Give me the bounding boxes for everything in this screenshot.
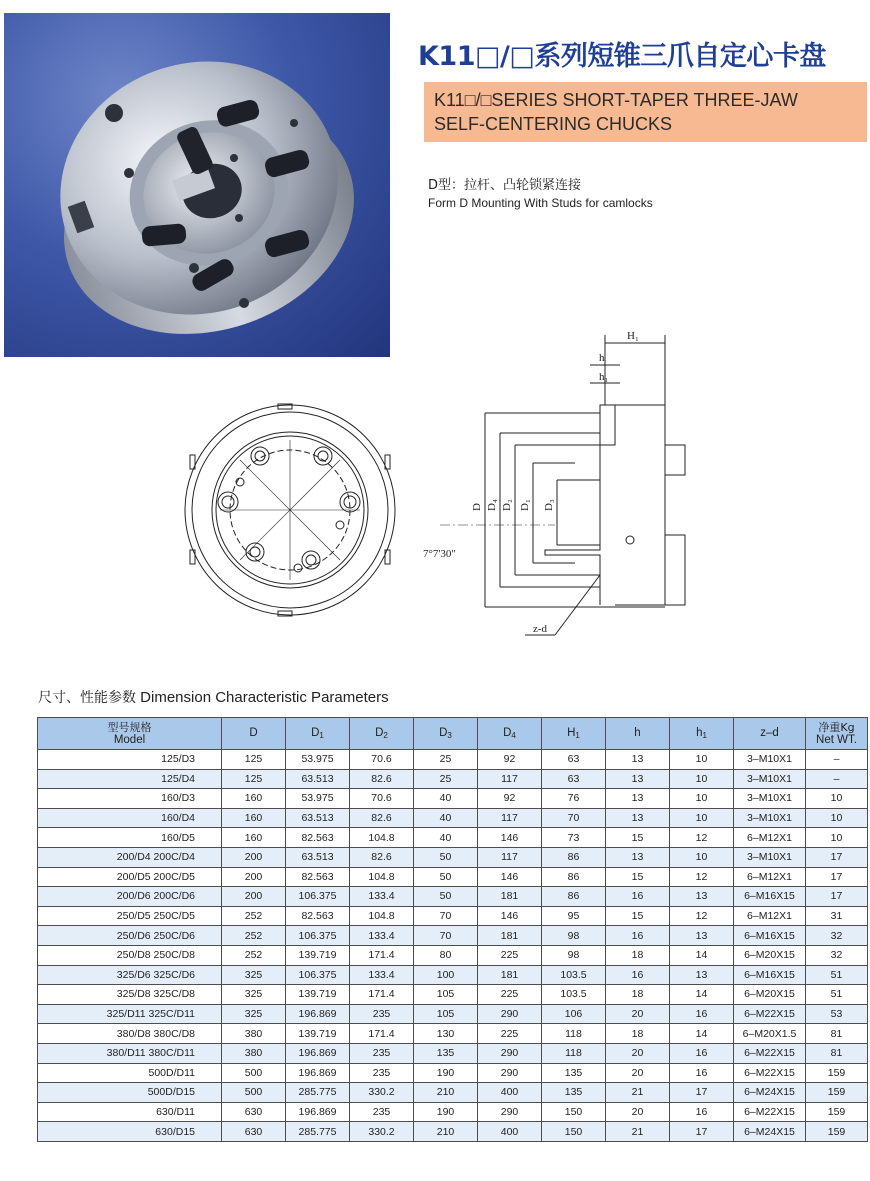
table-cell: 15 — [606, 906, 670, 926]
table-cell: 53 — [806, 1004, 868, 1024]
table-cell: 25 — [414, 769, 478, 789]
table-row — [38, 808, 868, 828]
table-cell: 380/D11 380C/D11 — [38, 1043, 222, 1063]
table-cell: 6–M24X15 — [734, 1122, 806, 1142]
table-cell: 100 — [414, 965, 478, 985]
table-cell: 630 — [222, 1122, 286, 1142]
table-cell: 3–M10X1 — [734, 769, 806, 789]
table-cell: 6–M16X15 — [734, 887, 806, 907]
table-cell: 325 — [222, 965, 286, 985]
table-cell: 10 — [670, 847, 734, 867]
table-cell: 17 — [806, 887, 868, 907]
table-cell: 14 — [670, 1024, 734, 1044]
table-row — [38, 887, 868, 907]
table-cell: 20 — [606, 1102, 670, 1122]
table-cell: 125/D3 — [38, 750, 222, 770]
table-cell: 103.5 — [542, 965, 606, 985]
col-D2: D2 — [350, 718, 414, 750]
table-cell: 117 — [478, 808, 542, 828]
table-cell: 380/D8 380C/D8 — [38, 1024, 222, 1044]
table-cell: 160 — [222, 789, 286, 809]
label-angle: 7°7'30" — [423, 548, 456, 560]
table-cell: 150 — [542, 1102, 606, 1122]
table-cell: 16 — [606, 887, 670, 907]
table-cell: 330.2 — [350, 1083, 414, 1103]
table-cell: 10 — [670, 769, 734, 789]
table-cell: 181 — [478, 965, 542, 985]
table-cell: 16 — [670, 1004, 734, 1024]
table-cell: 171.4 — [350, 985, 414, 1005]
table-cell: 235 — [350, 1004, 414, 1024]
table-row — [38, 847, 868, 867]
table-cell: 3–M10X1 — [734, 789, 806, 809]
table-cell: 150 — [542, 1122, 606, 1142]
table-cell: 171.4 — [350, 1024, 414, 1044]
table-cell: 252 — [222, 906, 286, 926]
table-cell: 10 — [670, 750, 734, 770]
table-cell: 13 — [670, 965, 734, 985]
table-cell: 82.563 — [286, 867, 350, 887]
table-cell: 630/D15 — [38, 1122, 222, 1142]
table-heading-chinese: 尺寸、性能参数 — [38, 690, 136, 706]
table-cell: 40 — [414, 808, 478, 828]
table-cell: 70.6 — [350, 789, 414, 809]
table-cell: 17 — [806, 867, 868, 887]
table-cell: 285.775 — [286, 1083, 350, 1103]
dimension-table — [37, 717, 868, 1142]
table-cell: 325 — [222, 1004, 286, 1024]
table-cell: 146 — [478, 906, 542, 926]
table-heading — [38, 687, 389, 707]
table-cell: 200 — [222, 887, 286, 907]
table-cell: 630 — [222, 1102, 286, 1122]
table-cell: 13 — [606, 769, 670, 789]
chuck-product-photo — [4, 13, 390, 357]
table-cell: 325/D6 325C/D6 — [38, 965, 222, 985]
table-cell: 20 — [606, 1004, 670, 1024]
table-cell: 70 — [542, 808, 606, 828]
table-cell: 70.6 — [350, 750, 414, 770]
table-cell: 146 — [478, 828, 542, 848]
table-cell: 10 — [806, 808, 868, 828]
table-cell: 125/D4 — [38, 769, 222, 789]
table-cell: 125 — [222, 769, 286, 789]
table-cell: 63.513 — [286, 847, 350, 867]
table-cell: 3–M10X1 — [734, 750, 806, 770]
label-h1: h₁ — [599, 371, 609, 383]
table-cell: 133.4 — [350, 887, 414, 907]
table-cell: 290 — [478, 1043, 542, 1063]
label-h: h — [599, 352, 605, 364]
table-cell: 171.4 — [350, 945, 414, 965]
table-cell: 159 — [806, 1122, 868, 1142]
table-cell: 133.4 — [350, 965, 414, 985]
table-row — [38, 1102, 868, 1122]
table-cell: – — [806, 769, 868, 789]
table-cell: 31 — [806, 906, 868, 926]
title-english-line-1: K11□/□SERIES SHORT-TAPER THREE-JAW — [434, 90, 798, 110]
table-row — [38, 828, 868, 848]
table-cell: 133.4 — [350, 926, 414, 946]
table-cell: 252 — [222, 926, 286, 946]
table-cell: 330.2 — [350, 1122, 414, 1142]
label-D: D — [471, 503, 483, 511]
table-row — [38, 1043, 868, 1063]
table-cell: 225 — [478, 945, 542, 965]
table-cell: 63.513 — [286, 769, 350, 789]
table-cell: 104.8 — [350, 867, 414, 887]
table-row — [38, 750, 868, 770]
table-cell: 159 — [806, 1083, 868, 1103]
col-h: h — [606, 718, 670, 750]
table-cell: 210 — [414, 1122, 478, 1142]
table-cell: 159 — [806, 1063, 868, 1083]
col-D4: D4 — [478, 718, 542, 750]
label-D4: D₄ — [486, 499, 498, 511]
table-cell: 160 — [222, 828, 286, 848]
table-cell: 235 — [350, 1063, 414, 1083]
table-cell: 135 — [414, 1043, 478, 1063]
page-title-chinese: K11□/□系列短锥三爪自定心卡盘 — [418, 41, 826, 72]
table-cell: 200 — [222, 867, 286, 887]
table-cell: 20 — [606, 1043, 670, 1063]
table-cell: 18 — [606, 945, 670, 965]
table-cell: 10 — [670, 808, 734, 828]
table-cell: 200/D5 200C/D5 — [38, 867, 222, 887]
table-cell: 103.5 — [542, 985, 606, 1005]
table-cell: 104.8 — [350, 906, 414, 926]
label-D1: D₁ — [519, 499, 531, 511]
table-cell: 3–M10X1 — [734, 808, 806, 828]
table-cell: 159 — [806, 1102, 868, 1122]
table-cell: 190 — [414, 1102, 478, 1122]
table-cell: 106.375 — [286, 887, 350, 907]
table-cell: 6–M22X15 — [734, 1102, 806, 1122]
side-view-drawing — [415, 325, 715, 645]
col-D: D — [222, 718, 286, 750]
table-cell: 16 — [670, 1063, 734, 1083]
label-H1: H₁ — [627, 330, 639, 342]
table-cell: 20 — [606, 1063, 670, 1083]
table-cell: 18 — [606, 985, 670, 1005]
table-cell: 76 — [542, 789, 606, 809]
table-row — [38, 1063, 868, 1083]
table-cell: 130 — [414, 1024, 478, 1044]
table-cell: 106.375 — [286, 965, 350, 985]
table-cell: 15 — [606, 828, 670, 848]
table-row — [38, 985, 868, 1005]
mounting-form-english: Form D Mounting With Studs for camlocks — [428, 196, 653, 210]
table-cell: 290 — [478, 1102, 542, 1122]
table-cell: 6–M22X15 — [734, 1004, 806, 1024]
table-cell: 400 — [478, 1122, 542, 1142]
table-cell: 13 — [606, 808, 670, 828]
table-cell: 196.869 — [286, 1043, 350, 1063]
front-view-drawing — [180, 400, 400, 620]
table-row — [38, 906, 868, 926]
table-cell: 3–M10X1 — [734, 847, 806, 867]
table-cell: 500 — [222, 1083, 286, 1103]
table-cell: 32 — [806, 926, 868, 946]
table-cell: 50 — [414, 867, 478, 887]
table-row — [38, 1004, 868, 1024]
table-cell: 250/D6 250C/D6 — [38, 926, 222, 946]
table-cell: 135 — [542, 1083, 606, 1103]
table-cell: 51 — [806, 965, 868, 985]
table-cell: 10 — [806, 789, 868, 809]
table-cell: 380 — [222, 1024, 286, 1044]
table-cell: 6–M16X15 — [734, 965, 806, 985]
table-cell: 235 — [350, 1043, 414, 1063]
table-cell: 210 — [414, 1083, 478, 1103]
table-cell: 6–M12X1 — [734, 867, 806, 887]
table-cell: 6–M22X15 — [734, 1043, 806, 1063]
label-D2: D₂ — [501, 499, 513, 511]
title-english-line-2: SELF-CENTERING CHUCKS — [434, 114, 673, 134]
col-h1: h1 — [670, 718, 734, 750]
table-cell: 50 — [414, 847, 478, 867]
table-cell: 82.6 — [350, 847, 414, 867]
table-cell: 63.513 — [286, 808, 350, 828]
table-cell: 80 — [414, 945, 478, 965]
table-cell: 117 — [478, 847, 542, 867]
table-cell: 135 — [542, 1063, 606, 1083]
col-model: 型号规格 Model — [38, 718, 222, 750]
table-cell: 86 — [542, 867, 606, 887]
table-cell: 40 — [414, 828, 478, 848]
table-cell: 250/D5 250C/D5 — [38, 906, 222, 926]
table-cell: 18 — [606, 1024, 670, 1044]
table-cell: 290 — [478, 1004, 542, 1024]
table-cell: 500D/D15 — [38, 1083, 222, 1103]
table-cell: 250/D8 250C/D8 — [38, 945, 222, 965]
col-net-weight: 净重Kg Net WT. — [806, 718, 868, 750]
mounting-form-chinese: D型：拉杆、凸轮锁紧连接 — [428, 178, 582, 193]
table-cell: 104.8 — [350, 828, 414, 848]
table-cell: 82.563 — [286, 828, 350, 848]
table-heading-english: Dimension Characteristic Parameters — [140, 689, 389, 706]
table-cell: 98 — [542, 945, 606, 965]
table-cell: 181 — [478, 926, 542, 946]
table-cell: 16 — [670, 1043, 734, 1063]
table-cell: 252 — [222, 945, 286, 965]
table-cell: 63 — [542, 750, 606, 770]
table-cell: 146 — [478, 867, 542, 887]
table-cell: 106.375 — [286, 926, 350, 946]
table-cell: 285.775 — [286, 1122, 350, 1142]
table-cell: 53.975 — [286, 789, 350, 809]
table-cell: 17 — [670, 1083, 734, 1103]
table-cell: 10 — [806, 828, 868, 848]
table-cell: 73 — [542, 828, 606, 848]
table-cell: 12 — [670, 867, 734, 887]
table-cell: 50 — [414, 887, 478, 907]
table-cell: 14 — [670, 945, 734, 965]
table-row — [38, 1083, 868, 1103]
table-cell: 6–M20X1.5 — [734, 1024, 806, 1044]
table-cell: 16 — [606, 965, 670, 985]
table-cell: 400 — [478, 1083, 542, 1103]
table-cell: 139.719 — [286, 1024, 350, 1044]
table-cell: 380 — [222, 1043, 286, 1063]
table-cell: 139.719 — [286, 985, 350, 1005]
table-cell: 82.6 — [350, 769, 414, 789]
table-cell: 6–M16X15 — [734, 926, 806, 946]
table-cell: 160/D3 — [38, 789, 222, 809]
table-cell: 106 — [542, 1004, 606, 1024]
table-cell: 70 — [414, 906, 478, 926]
table-cell: 160/D4 — [38, 808, 222, 828]
table-cell: 95 — [542, 906, 606, 926]
table-cell: 6–M20X15 — [734, 945, 806, 965]
table-cell: 200 — [222, 847, 286, 867]
table-cell: 125 — [222, 750, 286, 770]
table-cell: 25 — [414, 750, 478, 770]
table-cell: 117 — [478, 769, 542, 789]
table-cell: 6–M22X15 — [734, 1063, 806, 1083]
table-body — [38, 750, 868, 1142]
table-cell: 6–M20X15 — [734, 985, 806, 1005]
table-cell: 225 — [478, 985, 542, 1005]
table-cell: 200/D6 200C/D6 — [38, 887, 222, 907]
table-cell: 98 — [542, 926, 606, 946]
table-cell: 21 — [606, 1083, 670, 1103]
table-cell: 13 — [670, 887, 734, 907]
table-cell: 105 — [414, 1004, 478, 1024]
table-cell: 500 — [222, 1063, 286, 1083]
table-cell: 92 — [478, 750, 542, 770]
table-cell: 53.975 — [286, 750, 350, 770]
table-row — [38, 945, 868, 965]
title-english-banner — [424, 82, 867, 142]
table-cell: 86 — [542, 847, 606, 867]
table-cell: 51 — [806, 985, 868, 1005]
table-cell: 235 — [350, 1102, 414, 1122]
table-cell: 200/D4 200C/D4 — [38, 847, 222, 867]
table-row — [38, 1024, 868, 1044]
table-cell: 196.869 — [286, 1004, 350, 1024]
table-cell: 16 — [670, 1102, 734, 1122]
table-cell: 325/D8 325C/D8 — [38, 985, 222, 1005]
table-cell: 12 — [670, 828, 734, 848]
table-cell: 32 — [806, 945, 868, 965]
table-cell: 196.869 — [286, 1063, 350, 1083]
table-cell: 82.563 — [286, 906, 350, 926]
table-cell: 196.869 — [286, 1102, 350, 1122]
table-cell: 12 — [670, 906, 734, 926]
table-cell: 16 — [606, 926, 670, 946]
table-cell: 81 — [806, 1024, 868, 1044]
table-cell: 160/D5 — [38, 828, 222, 848]
table-cell: 118 — [542, 1024, 606, 1044]
table-row — [38, 965, 868, 985]
table-cell: 325 — [222, 985, 286, 1005]
table-cell: 13 — [606, 789, 670, 809]
table-cell: 17 — [670, 1122, 734, 1142]
table-row — [38, 769, 868, 789]
label-D3: D₃ — [543, 499, 555, 511]
table-row — [38, 789, 868, 809]
table-cell: 181 — [478, 887, 542, 907]
table-cell: 160 — [222, 808, 286, 828]
label-zd: z-d — [533, 623, 548, 635]
table-cell: 6–M12X1 — [734, 828, 806, 848]
table-cell: 82.6 — [350, 808, 414, 828]
col-D1: D1 — [286, 718, 350, 750]
table-row — [38, 926, 868, 946]
table-cell: 6–M12X1 — [734, 906, 806, 926]
table-cell: 86 — [542, 887, 606, 907]
table-cell: 14 — [670, 985, 734, 1005]
table-cell: 6–M24X15 — [734, 1083, 806, 1103]
col-H1: H1 — [542, 718, 606, 750]
table-cell: 190 — [414, 1063, 478, 1083]
table-cell: 630/D11 — [38, 1102, 222, 1122]
table-cell: 10 — [670, 789, 734, 809]
table-cell: 139.719 — [286, 945, 350, 965]
table-cell: 13 — [606, 847, 670, 867]
col-zd: z–d — [734, 718, 806, 750]
table-cell: 21 — [606, 1122, 670, 1142]
table-cell: 290 — [478, 1063, 542, 1083]
table-cell: 500D/D11 — [38, 1063, 222, 1083]
table-cell: 105 — [414, 985, 478, 1005]
table-cell: 70 — [414, 926, 478, 946]
table-cell: 40 — [414, 789, 478, 809]
chuck-illustration — [4, 13, 390, 357]
table-row — [38, 867, 868, 887]
table-cell: 225 — [478, 1024, 542, 1044]
table-cell: 17 — [806, 847, 868, 867]
table-cell: 63 — [542, 769, 606, 789]
table-cell: 92 — [478, 789, 542, 809]
table-cell: 15 — [606, 867, 670, 887]
col-D3: D3 — [414, 718, 478, 750]
table-cell: 13 — [670, 926, 734, 946]
table-row — [38, 1122, 868, 1142]
table-cell: 13 — [606, 750, 670, 770]
table-cell: 81 — [806, 1043, 868, 1063]
table-cell: 325/D11 325C/D11 — [38, 1004, 222, 1024]
table-cell: – — [806, 750, 868, 770]
table-header-row — [38, 718, 868, 750]
table-cell: 118 — [542, 1043, 606, 1063]
